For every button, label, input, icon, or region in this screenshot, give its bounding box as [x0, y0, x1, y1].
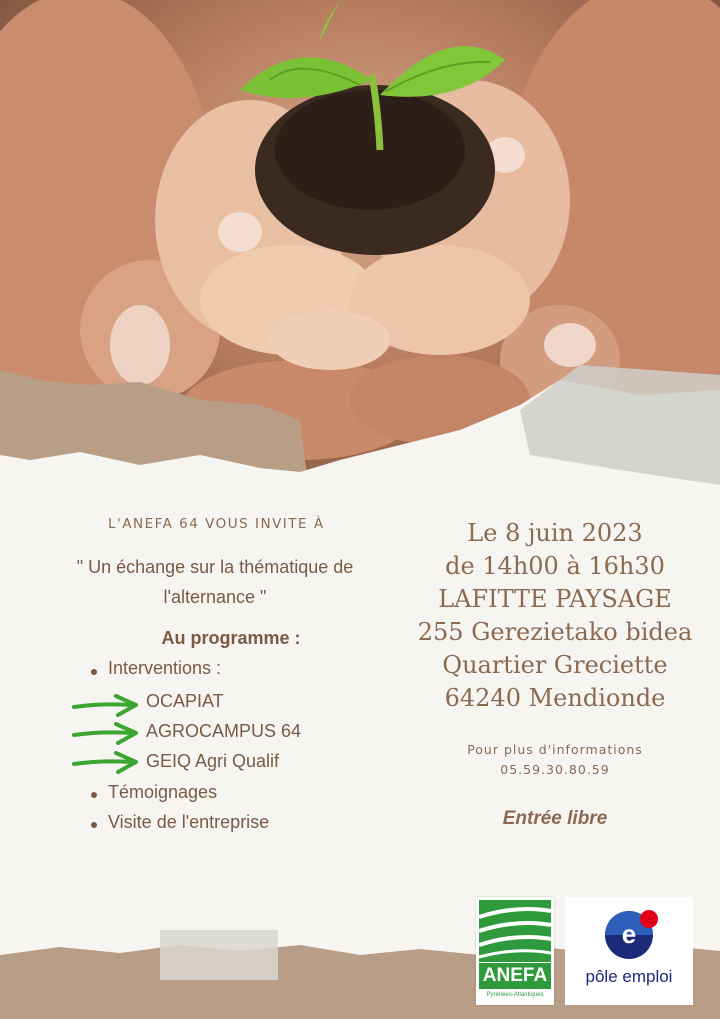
- contact-label: Pour plus d'informations: [467, 742, 643, 757]
- pole-emploi-logo: [565, 897, 693, 1005]
- program-item-interventions: Interventions :: [108, 658, 222, 678]
- invitation-heading: L'ANEFA 64 VOUS INVITE À: [108, 516, 325, 532]
- event-topic: [40, 552, 390, 612]
- event-company: LAFITTE PAYSAGE: [438, 585, 672, 613]
- program-item-visite: Visite de l'entreprise: [108, 812, 270, 832]
- anefa-logo-name: ANEFA: [479, 963, 551, 989]
- pole-emploi-logo-name: pôle emploi: [585, 967, 673, 986]
- event-city: 64240 Mendionde: [444, 684, 666, 712]
- green-arrow-icon: [72, 693, 142, 719]
- event-street: 255 Gerezietako bidea: [417, 618, 693, 646]
- event-date: Le 8 juin 2023: [467, 519, 643, 547]
- green-arrow-icon: [72, 750, 142, 776]
- anefa-logo: [476, 897, 554, 1005]
- bullet-icon: [91, 792, 97, 798]
- pole-emploi-e-icon: [565, 897, 693, 963]
- green-arrow-icon: [72, 721, 142, 747]
- program-title: Au programme :: [161, 628, 301, 648]
- program-item-agrocampus: AGROCAMPUS 64: [146, 721, 302, 741]
- entry-free-label: Entrée libre: [502, 808, 608, 829]
- anefa-logo-region: Pyrénées-Atlantiques: [486, 992, 544, 998]
- event-details: [415, 517, 695, 715]
- anefa-field-icon: [476, 897, 554, 963]
- topic-line-1: " Un échange sur la thématique de: [76, 557, 354, 577]
- program-item-ocapiat: OCAPIAT: [146, 691, 224, 711]
- program-item-geiq: GEIQ Agri Qualif: [146, 751, 280, 771]
- bullet-icon: [91, 669, 97, 675]
- contact-info: [440, 740, 670, 780]
- torn-paper-top: [0, 360, 720, 500]
- event-time: de 14h00 à 16h30: [445, 552, 665, 580]
- topic-line-2: l'alternance ": [163, 587, 267, 607]
- contact-phone: 05.59.30.80.59: [500, 762, 610, 777]
- svg-text:e: e: [621, 919, 637, 949]
- program-item-temoignages: Témoignages: [108, 782, 218, 802]
- bullet-icon: [91, 822, 97, 828]
- event-district: Quartier Greciette: [442, 651, 668, 679]
